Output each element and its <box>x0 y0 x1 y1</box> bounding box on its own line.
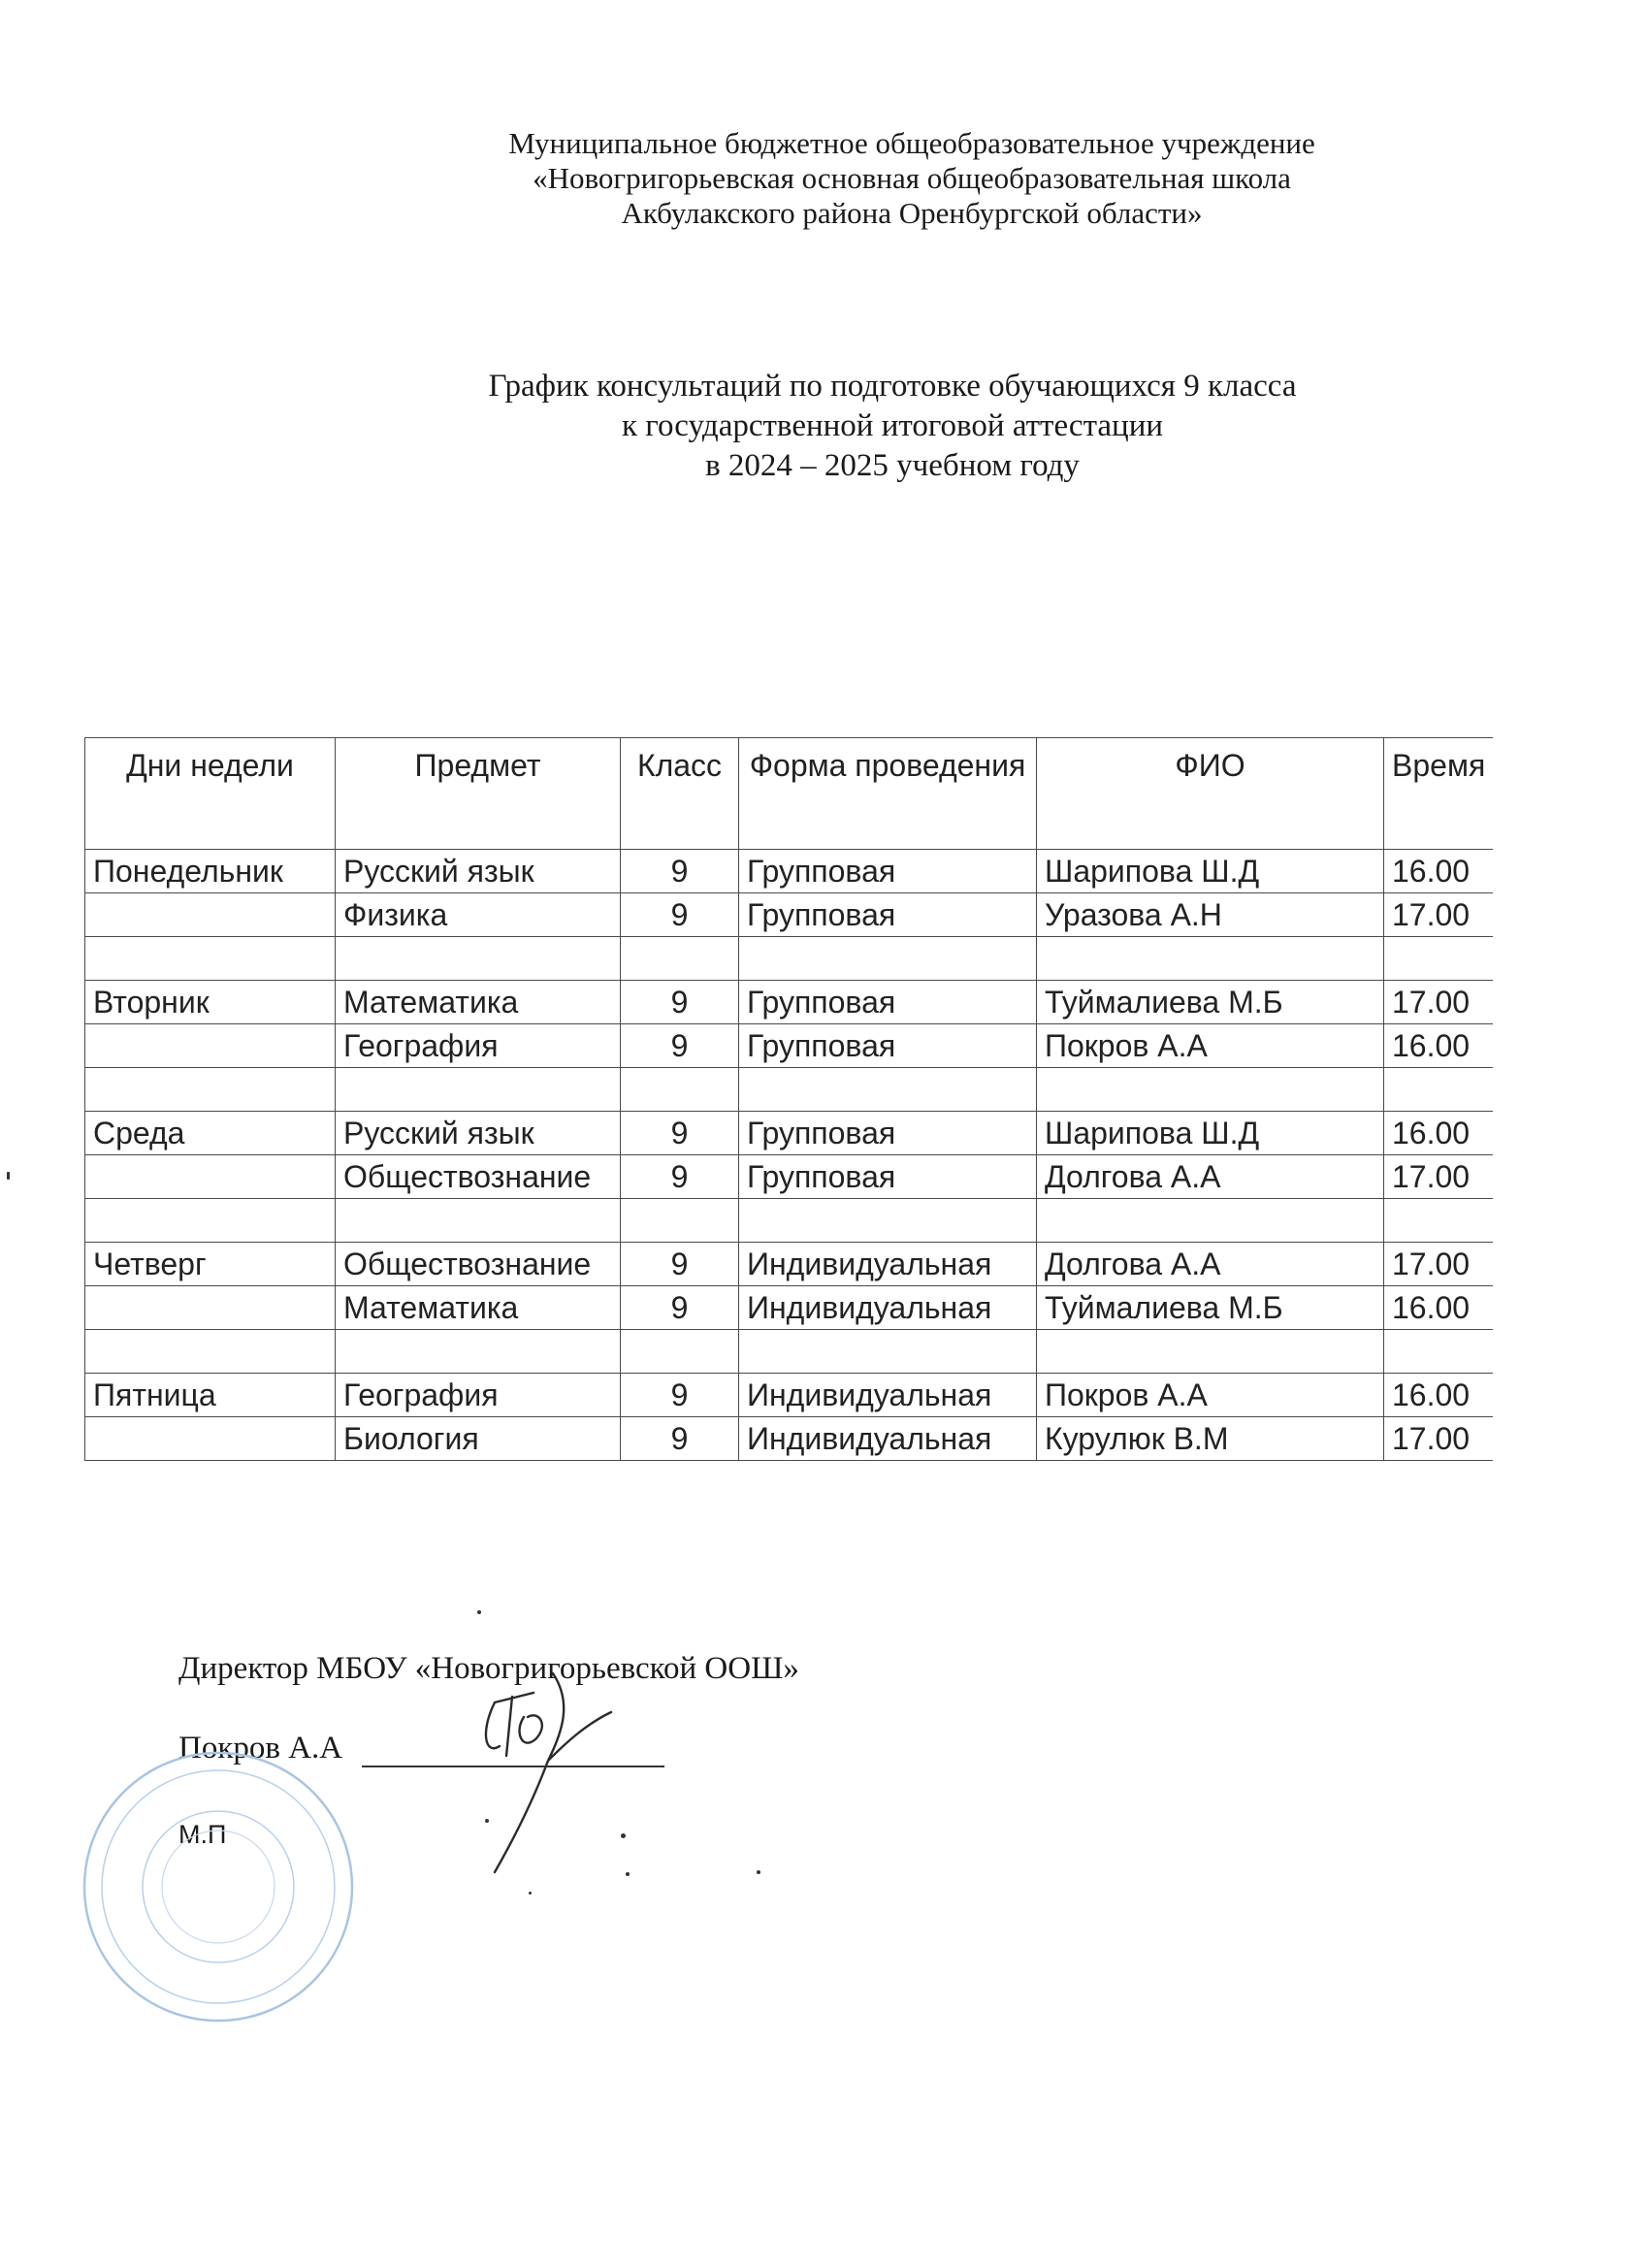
header-subject: Предмет <box>336 738 621 850</box>
table-row <box>85 981 1494 1024</box>
cell-time: 17.00 <box>1384 981 1494 1024</box>
cell-subject <box>336 1199 621 1243</box>
cell-day: Четверг <box>85 1243 336 1286</box>
table-row <box>85 1330 1494 1374</box>
header-line-2: «Новогригорьевская основная общеобразовательная школа <box>533 161 1291 195</box>
cell-form: Групповая <box>739 981 1037 1024</box>
cell-subject <box>336 1068 621 1112</box>
cell-teacher <box>1037 1068 1384 1112</box>
cell-subject: География <box>336 1024 621 1068</box>
cell-time <box>1384 1199 1494 1243</box>
cell-class <box>621 937 739 981</box>
cell-class: 9 <box>621 893 739 937</box>
header-form: Форма проведения <box>739 738 1037 850</box>
cell-form: Индивидуальная <box>739 1417 1037 1461</box>
consultation-schedule-table <box>84 737 1493 1461</box>
schedule-body <box>85 850 1494 1461</box>
cell-day <box>85 1286 336 1330</box>
cell-subject: Русский язык <box>336 850 621 893</box>
cell-class: 9 <box>621 850 739 893</box>
title-line-3: в 2024 – 2025 учебном году <box>705 448 1080 483</box>
table-row <box>85 1024 1494 1068</box>
cell-class: 9 <box>621 1417 739 1461</box>
cell-form: Групповая <box>739 1155 1037 1199</box>
cell-time: 16.00 <box>1384 850 1494 893</box>
table-row <box>85 1374 1494 1417</box>
cell-class <box>621 1068 739 1112</box>
cell-teacher <box>1037 937 1384 981</box>
cell-teacher: Долгова А.А <box>1037 1155 1384 1199</box>
table-row <box>85 1417 1494 1461</box>
title-line-2: к государственной итоговой аттестации <box>621 408 1164 443</box>
cell-class: 9 <box>621 1024 739 1068</box>
table-row <box>85 1068 1494 1112</box>
cell-teacher: Туймалиева М.Б <box>1037 981 1384 1024</box>
table-header-row <box>85 738 1494 850</box>
cell-teacher: Курулюк В.М <box>1037 1417 1384 1461</box>
cell-time: 17.00 <box>1384 1155 1494 1199</box>
cell-teacher: Уразова А.Н <box>1037 893 1384 937</box>
header-teacher: ФИО <box>1037 738 1384 850</box>
cell-subject: География <box>336 1374 621 1417</box>
cell-form <box>739 1199 1037 1243</box>
cell-teacher: Шарипова Ш.Д <box>1037 1112 1384 1155</box>
cell-subject: Биология <box>336 1417 621 1461</box>
cell-teacher <box>1037 1199 1384 1243</box>
cell-day: Среда <box>85 1112 336 1155</box>
scan-speck <box>757 1870 760 1874</box>
seal-label: М.П <box>178 1820 227 1849</box>
scan-speck <box>7 1172 10 1180</box>
cell-teacher: Долгова А.А <box>1037 1243 1384 1286</box>
header-line-3: Акбулакского района Оренбургской области» <box>621 196 1203 230</box>
scan-speck <box>621 1833 626 1838</box>
cell-form <box>739 937 1037 981</box>
cell-day <box>85 1024 336 1068</box>
cell-teacher: Туймалиева М.Б <box>1037 1286 1384 1330</box>
cell-form: Групповая <box>739 893 1037 937</box>
cell-time <box>1384 937 1494 981</box>
cell-time: 17.00 <box>1384 1243 1494 1286</box>
cell-time: 17.00 <box>1384 1417 1494 1461</box>
table-row <box>85 1199 1494 1243</box>
cell-teacher: Шарипова Ш.Д <box>1037 850 1384 893</box>
cell-class <box>621 1330 739 1374</box>
cell-day: Пятница <box>85 1374 336 1417</box>
cell-form <box>739 1330 1037 1374</box>
header-time: Время <box>1384 738 1494 850</box>
cell-teacher: Покров А.А <box>1037 1024 1384 1068</box>
signature-line <box>362 1742 664 1767</box>
title-line-1: График консультаций по подготовке обучающихся 9 класса <box>488 369 1297 404</box>
cell-day: Понедельник <box>85 850 336 893</box>
cell-subject: Обществознание <box>336 1243 621 1286</box>
scan-speck <box>477 1610 481 1614</box>
cell-subject: Математика <box>336 1286 621 1330</box>
scan-speck <box>529 1892 532 1895</box>
director-position: Директор МБОУ «Новогригорьевской ООШ» <box>178 1651 799 1686</box>
table-row <box>85 893 1494 937</box>
cell-form: Индивидуальная <box>739 1286 1037 1330</box>
table-row <box>85 1112 1494 1155</box>
table-row <box>85 850 1494 893</box>
cell-class: 9 <box>621 1374 739 1417</box>
cell-day <box>85 1330 336 1374</box>
cell-form: Индивидуальная <box>739 1374 1037 1417</box>
scan-speck <box>485 1819 489 1823</box>
school-seal <box>78 1746 359 2032</box>
cell-subject: Обществознание <box>336 1155 621 1199</box>
cell-class: 9 <box>621 1243 739 1286</box>
cell-time <box>1384 1330 1494 1374</box>
cell-day <box>85 1417 336 1461</box>
table-row <box>85 937 1494 981</box>
cell-subject <box>336 937 621 981</box>
header-line-1: Муниципальное бюджетное общеобразовательное учреждение <box>508 126 1315 160</box>
school-header <box>291 126 1533 231</box>
cell-subject <box>336 1330 621 1374</box>
header-days: Дни недели <box>85 738 336 850</box>
cell-day <box>85 1155 336 1199</box>
cell-teacher: Покров А.А <box>1037 1374 1384 1417</box>
cell-class: 9 <box>621 981 739 1024</box>
cell-class <box>621 1199 739 1243</box>
cell-class: 9 <box>621 1286 739 1330</box>
cell-class: 9 <box>621 1155 739 1199</box>
cell-form: Групповая <box>739 1112 1037 1155</box>
director-name: Покров А.А <box>178 1731 343 1766</box>
cell-day <box>85 893 336 937</box>
cell-day <box>85 1199 336 1243</box>
table-row <box>85 1243 1494 1286</box>
cell-time <box>1384 1068 1494 1112</box>
cell-form <box>739 1068 1037 1112</box>
cell-day <box>85 937 336 981</box>
cell-time: 17.00 <box>1384 893 1494 937</box>
table-row <box>85 1155 1494 1199</box>
document-title <box>242 367 1542 486</box>
cell-day: Вторник <box>85 981 336 1024</box>
cell-form: Групповая <box>739 1024 1037 1068</box>
cell-subject: Математика <box>336 981 621 1024</box>
cell-teacher <box>1037 1330 1384 1374</box>
table-row <box>85 1286 1494 1330</box>
cell-day <box>85 1068 336 1112</box>
cell-subject: Физика <box>336 893 621 937</box>
cell-time: 16.00 <box>1384 1024 1494 1068</box>
header-class: Класс <box>621 738 739 850</box>
cell-time: 16.00 <box>1384 1112 1494 1155</box>
cell-form: Групповая <box>739 850 1037 893</box>
cell-subject: Русский язык <box>336 1112 621 1155</box>
cell-class: 9 <box>621 1112 739 1155</box>
scan-speck <box>626 1872 630 1876</box>
cell-time: 16.00 <box>1384 1286 1494 1330</box>
cell-time: 16.00 <box>1384 1374 1494 1417</box>
cell-form: Индивидуальная <box>739 1243 1037 1286</box>
